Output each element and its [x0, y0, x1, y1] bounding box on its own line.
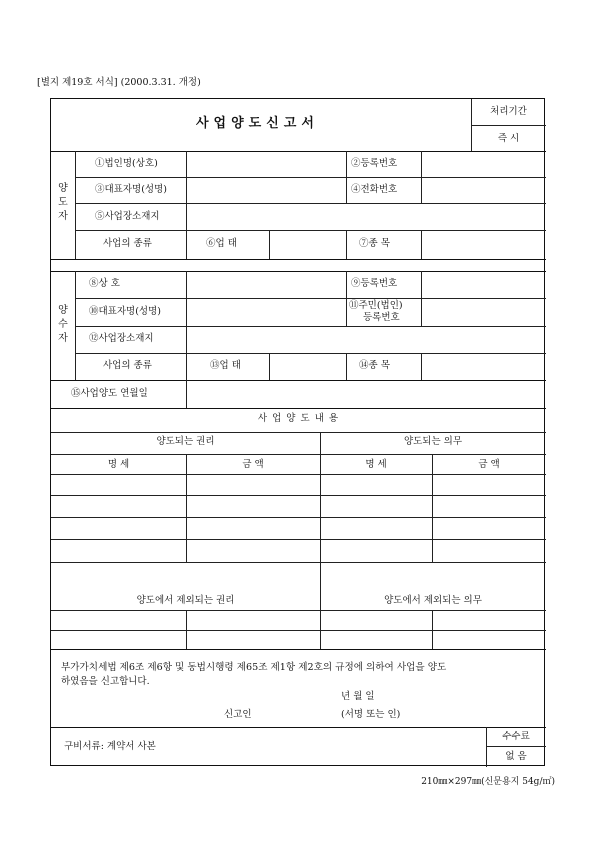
row-line: [75, 326, 546, 327]
col-header-amount-right: 금 액: [478, 459, 500, 470]
date-line: 년 월 일: [341, 691, 375, 702]
biz-col-divider-3: [421, 230, 422, 259]
mid-col-divider: [346, 271, 347, 326]
transferee-trade-name-label: ⑧상 호: [89, 278, 120, 289]
duties-title: 양도되는 의무: [403, 436, 463, 447]
processing-label: 처리기간: [490, 106, 527, 117]
section-line: [51, 649, 546, 650]
biz-col-divider: [269, 353, 270, 380]
transfer-date-label: ⑮사업양도 연월일: [71, 388, 148, 399]
row-line: [75, 353, 546, 354]
section-line: [51, 271, 546, 272]
label-col-divider: [186, 151, 187, 259]
row-line: [51, 454, 546, 455]
fee-row-line: [486, 746, 546, 747]
row-line: [75, 203, 546, 204]
transferor-corp-name-label: ①법인명(상호): [95, 158, 158, 169]
transferee-item-label: ⑭종 목: [359, 360, 390, 371]
row-line: [51, 610, 546, 611]
declaration-line-1: 부가가치세법 제6조 제6항 및 동법시행령 제65조 제1항 제2호의 규정에 의하여 사업을 양도: [61, 662, 447, 673]
table-row: [51, 495, 546, 496]
transferee-rep-name-label: ⑩대표자명(성명): [89, 306, 161, 317]
fee-label: 수수료: [502, 731, 530, 742]
transferee-category-label: ⑬업 태: [210, 360, 241, 371]
form-header-note: [별지 제19호 서식] (2000.3.31. 개정): [37, 77, 201, 88]
row-line: [75, 298, 546, 299]
table-row: [51, 562, 546, 563]
transferor-rep-name-label: ③대표자명(성명): [95, 184, 167, 195]
biz-col-divider-3: [421, 353, 422, 380]
row-line: [75, 177, 546, 178]
processing-divider: [471, 125, 546, 126]
paper-size-note: 210㎜×297㎜(신문용지 54g/㎡): [421, 777, 555, 787]
signature-label: (서명 또는 인): [341, 709, 401, 720]
col-header-detail-left: 명 세: [107, 459, 130, 470]
transferee-address-label: ⑫사업장소재지: [89, 333, 154, 344]
transferor-side-divider: [75, 151, 76, 259]
fee-value: 없 음: [505, 751, 527, 762]
table-row: [51, 630, 546, 631]
transferor-reg-no-label: ②등록번호: [351, 158, 398, 169]
declaration-line-2: 하였음을 신고합니다.: [61, 676, 150, 687]
table-row: [51, 517, 546, 518]
transferor-biz-type-label: 사업의 종류: [103, 238, 152, 249]
section-line: [51, 259, 546, 260]
row-line: [51, 432, 546, 433]
biz-col-divider-2: [346, 353, 347, 380]
transferee-reg-no-label: ⑨등록번호: [351, 278, 398, 289]
rights-title: 양도되는 권리: [156, 436, 215, 447]
content-title: 사 업 양 도 내 용: [257, 413, 340, 424]
section-line: [51, 727, 546, 728]
col-header-amount-left: 금 액: [242, 459, 264, 470]
section-line: [51, 408, 546, 409]
title-bottom-line: [51, 151, 546, 152]
processing-value: 즉 시: [497, 133, 520, 144]
biz-col-divider: [269, 230, 270, 259]
mid-col-divider: [346, 151, 347, 203]
attachments-label: 구비서류: 계약서 사본: [64, 741, 156, 752]
form-title: 사업양도신고서: [196, 116, 319, 131]
transferee-biz-type-label: 사업의 종류: [103, 360, 152, 371]
row-line: [75, 230, 546, 231]
form-frame: [50, 98, 545, 766]
transferor-phone-label: ④전화번호: [351, 184, 398, 195]
transferee-side-label: 양수자: [58, 305, 68, 344]
declarant-label: 신고인: [224, 709, 252, 720]
row-line: [51, 474, 546, 475]
excluded-duties-title: 양도에서 제외되는 의무: [384, 595, 482, 606]
transferee-resident-no-label: ⑪주민(법인): [349, 300, 403, 311]
transferor-category-label: ⑥업 태: [206, 238, 237, 249]
label-col-divider: [186, 271, 187, 380]
transferor-address-label: ⑤사업장소재지: [95, 211, 160, 222]
transferee-resident-no-label-2: 등록번호: [363, 312, 400, 323]
biz-col-divider-2: [346, 230, 347, 259]
excluded-rights-title: 양도에서 제외되는 권리: [136, 595, 235, 606]
transferor-item-label: ⑦종 목: [359, 238, 390, 249]
table-row: [51, 539, 546, 540]
col-header-detail-right: 명 세: [365, 459, 387, 470]
mid-col-divider-2: [421, 151, 422, 203]
transferor-side-label: 양도자: [58, 183, 68, 222]
mid-col-divider-2: [421, 271, 422, 326]
section-line: [51, 380, 546, 381]
date-col-divider: [186, 380, 187, 408]
